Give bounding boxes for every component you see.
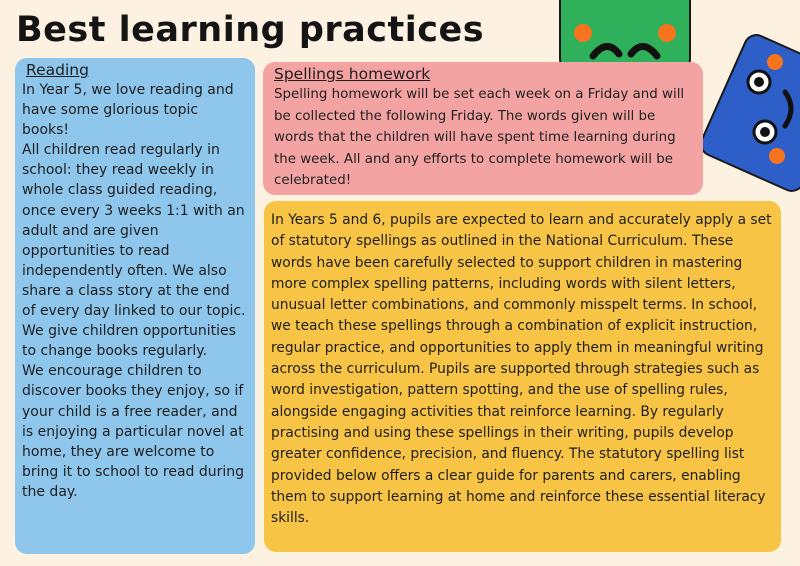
spellings-text: Spelling homework will be set each week on a Friday and will be collected the following Friday. The words given will be words that the children will have spent time learning during the week. All and any efforts to complete homework will be celebrated!: [274, 87, 685, 188]
reading-paragraph: All children read regularly in school: they read weekly in whole class guided reading, once every 3 weeks 1:1 with an adult and are given opportunities to read independently often. We also share a class story at the end of every day linked to our topic.: [22, 142, 246, 320]
statutory-spellings-panel: [264, 201, 781, 552]
blue-smiling-face-character-icon: [697, 26, 800, 206]
spellings-homework-panel: [263, 62, 703, 195]
reading-paragraph: We encourage children to discover books they enjoy, so if your child is a free reader, and is enjoying a particular novel at home, they are welcome to bring it to school to read during the day.: [22, 363, 245, 500]
page-title: Best learning practices: [16, 10, 485, 50]
reading-text: [22, 80, 247, 502]
reading-heading: Reading: [26, 61, 89, 79]
statutory-spellings-text: In Years 5 and 6, pupils are expected to learn and accurately apply a set of statutory spellings as outlined in the National Curriculum. These words have been carefully selected to support children in mastering more complex spelling patterns, including words with silent letters, unusual letter combinations, and commonly misspelt terms. In school, we teach these spellings through a combination of explicit instruction, regular practice, and opportunities to apply them in meaningful writing across the curriculum. Pupils are supported through strategies such as word investigation, pattern spotting, and the use of spelling rules, alongside engaging activities that reinforce learning. By regularly practising and using these spellings in their writing, pupils develop greater confidence, precision, and fluency. The statutory spelling list provided below offers a clear guide for parents and carers, enabling them to support learning at home and reinforce these essential literacy skills.: [271, 212, 772, 527]
reading-paragraph: We give children opportunities to change books regularly.: [22, 323, 236, 360]
reading-panel: [15, 58, 255, 554]
spellings-heading: Spellings homework: [274, 65, 431, 83]
reading-paragraph: In Year 5, we love reading and have some glorious topic books!: [22, 82, 234, 139]
